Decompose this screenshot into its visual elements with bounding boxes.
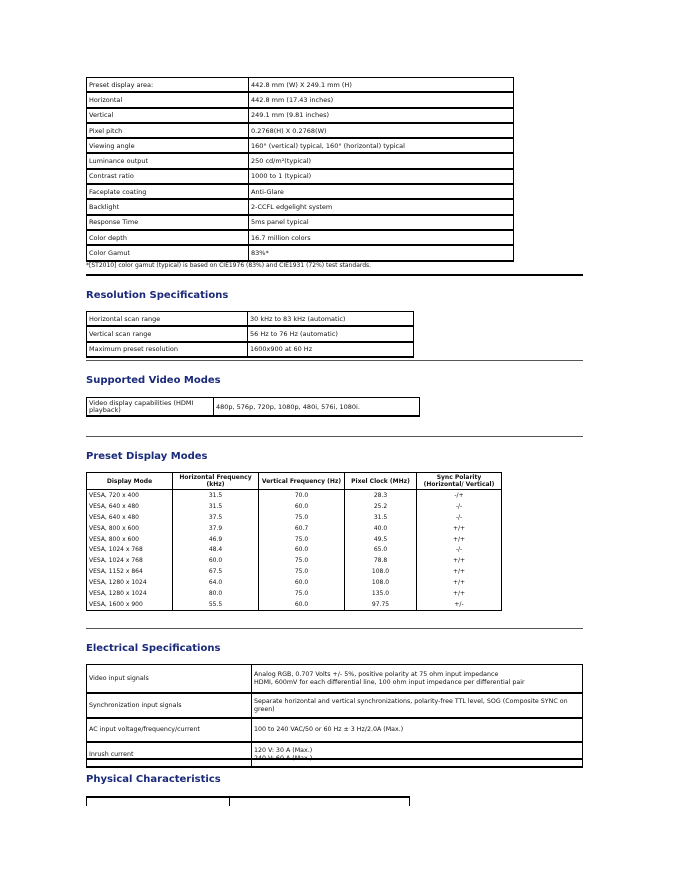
table-row bbox=[87, 523, 502, 534]
table-cell: -/- bbox=[417, 501, 502, 512]
table-cell: 40.0 bbox=[345, 523, 417, 534]
table-cell: 55.5 bbox=[173, 599, 259, 610]
table-cell: VESA, 1280 x 1024 bbox=[87, 588, 173, 599]
spec-value: 1600x900 at 60 Hz bbox=[248, 342, 414, 357]
spec-label: Color depth bbox=[87, 230, 249, 245]
spec-value bbox=[252, 718, 583, 742]
spec-value-line: 120 V: 30 A (Max.) bbox=[254, 746, 313, 754]
spec-label: Vertical scan range bbox=[87, 326, 248, 341]
table-row bbox=[87, 230, 514, 245]
spec-label: Faceplate coating bbox=[87, 184, 249, 199]
column-header: Sync Polarity (Horizontal/ Vertical) bbox=[417, 473, 502, 490]
table-cell: VESA, 1024 x 768 bbox=[87, 555, 173, 566]
table-cell: 31.5 bbox=[173, 501, 259, 512]
table-row bbox=[87, 342, 414, 357]
table-cell: +/- bbox=[417, 599, 502, 610]
table-cell: 48.4 bbox=[173, 544, 259, 555]
spec-label: Video input signals bbox=[87, 665, 252, 694]
section-divider bbox=[86, 274, 583, 276]
spec-label: Pixel pitch bbox=[87, 123, 249, 138]
table-cell: 60.0 bbox=[259, 599, 345, 610]
table-row bbox=[87, 742, 583, 767]
table-cell: 28.3 bbox=[345, 490, 417, 501]
section-divider bbox=[86, 360, 583, 361]
table-row bbox=[87, 501, 502, 512]
resolution-heading: Resolution Specifications bbox=[86, 290, 229, 301]
table-cell: 97.75 bbox=[345, 599, 417, 610]
table-cell: -/- bbox=[417, 544, 502, 555]
spec-label: Vertical bbox=[87, 108, 249, 123]
table-row bbox=[87, 326, 414, 341]
table-cell: VESA, 1152 x 864 bbox=[87, 566, 173, 577]
table-cell: +/+ bbox=[417, 566, 502, 577]
table-cell: VESA, 720 x 400 bbox=[87, 490, 173, 501]
spec-value bbox=[252, 693, 583, 718]
spec-value: 2-CCFL edgelight system bbox=[249, 199, 514, 214]
video-modes-table bbox=[86, 397, 420, 417]
table-row bbox=[87, 577, 502, 588]
table-cell: 78.8 bbox=[345, 555, 417, 566]
table-row bbox=[87, 78, 514, 93]
spec-value: Anti-Glare bbox=[249, 184, 514, 199]
table-row bbox=[87, 108, 514, 123]
spec-label: Color Gamut bbox=[87, 245, 249, 260]
physical-table-top bbox=[86, 796, 410, 806]
table-row bbox=[87, 490, 502, 501]
spec-label: Backlight bbox=[87, 199, 249, 214]
table-cell: 75.0 bbox=[259, 566, 345, 577]
column-header: Vertical Frequency (Hz) bbox=[259, 473, 345, 490]
table-row bbox=[87, 123, 514, 138]
physical-heading: Physical Characteristics bbox=[86, 774, 221, 785]
table-cell: VESA, 640 x 480 bbox=[87, 512, 173, 523]
spec-label: Synchronization input signals bbox=[87, 693, 252, 718]
spec-value: 249.1 mm (9.81 inches) bbox=[249, 108, 514, 123]
table-cell: -/- bbox=[417, 512, 502, 523]
table-header-row bbox=[87, 473, 502, 490]
table-cell: +/+ bbox=[417, 555, 502, 566]
table-cell: 70.0 bbox=[259, 490, 345, 501]
table-cell: +/+ bbox=[417, 588, 502, 599]
spec-value: 442.8 mm (W) X 249.1 mm (H) bbox=[249, 78, 514, 93]
table-row bbox=[87, 588, 502, 599]
table-cell: VESA, 800 x 600 bbox=[87, 523, 173, 534]
table-cell: -/+ bbox=[417, 490, 502, 501]
table-row bbox=[87, 92, 514, 107]
video-modes-heading: Supported Video Modes bbox=[86, 375, 221, 386]
section-divider bbox=[86, 628, 583, 629]
spec-value bbox=[252, 665, 583, 694]
table-row bbox=[87, 693, 583, 718]
table-row bbox=[87, 599, 502, 610]
table-cell: 60.0 bbox=[173, 555, 259, 566]
column-header: Pixel Clock (MHz) bbox=[345, 473, 417, 490]
spec-value: 5ms panel typical bbox=[249, 215, 514, 230]
table-row bbox=[87, 138, 514, 153]
spec-label: Viewing angle bbox=[87, 138, 249, 153]
electrical-table bbox=[86, 664, 583, 768]
table-cell: 60.0 bbox=[259, 501, 345, 512]
table-row bbox=[87, 544, 502, 555]
table-row bbox=[87, 718, 583, 742]
table-row bbox=[87, 153, 514, 168]
table-cell: 75.0 bbox=[259, 588, 345, 599]
spec-value-line: 240 V: 60 A (Max.) bbox=[254, 754, 313, 762]
display-specs-table bbox=[86, 77, 514, 262]
table-cell: +/+ bbox=[417, 577, 502, 588]
table-cell: 49.5 bbox=[345, 534, 417, 545]
spec-label: AC input voltage/frequency/current bbox=[87, 718, 252, 742]
table-cell: +/+ bbox=[417, 523, 502, 534]
resolution-table bbox=[86, 311, 414, 358]
spec-value bbox=[252, 742, 583, 767]
table-cell: VESA, 1024 x 768 bbox=[87, 544, 173, 555]
column-header: Display Mode bbox=[87, 473, 173, 490]
column-header: Horizontal Frequency (kHz) bbox=[173, 473, 259, 490]
table-cell: VESA, 1600 x 900 bbox=[87, 599, 173, 610]
spec-value: 160° (vertical) typical, 160° (horizontal) typical bbox=[249, 138, 514, 153]
spec-value: 56 Hz to 76 Hz (automatic) bbox=[248, 326, 414, 341]
spec-value: 1000 to 1 (typical) bbox=[249, 169, 514, 184]
spec-label: Contrast ratio bbox=[87, 169, 249, 184]
table-cell: 64.0 bbox=[173, 577, 259, 588]
table-cell: 60.7 bbox=[259, 523, 345, 534]
electrical-heading: Electrical Specifications bbox=[86, 643, 221, 654]
table-cell: VESA, 640 x 480 bbox=[87, 501, 173, 512]
table-row bbox=[87, 245, 514, 260]
spec-label: Inrush current bbox=[87, 742, 252, 767]
spec-value: 250 cd/m²(typical) bbox=[249, 153, 514, 168]
section-divider bbox=[86, 758, 583, 760]
table-cell: 80.0 bbox=[173, 588, 259, 599]
video-capabilities-value: 480p, 576p, 720p, 1080p, 480i, 576i, 1080i. bbox=[214, 398, 420, 417]
table-cell: 108.0 bbox=[345, 577, 417, 588]
spec-value-line: 100 to 240 VAC/50 or 60 Hz ± 3 Hz/2.0A (Max.) bbox=[254, 726, 404, 733]
spec-label: Response Time bbox=[87, 215, 249, 230]
table-row bbox=[87, 184, 514, 199]
table-row bbox=[87, 199, 514, 214]
table-row bbox=[87, 665, 583, 694]
table-cell: 46.9 bbox=[173, 534, 259, 545]
table-cell: 60.0 bbox=[259, 544, 345, 555]
preset-modes-heading: Preset Display Modes bbox=[86, 451, 208, 462]
spec-label: Horizontal bbox=[87, 92, 249, 107]
table-cell: 108.0 bbox=[345, 566, 417, 577]
table-cell: 25.2 bbox=[345, 501, 417, 512]
gamut-note: *[ST2010] color gamut (typical) is based on CIE1976 (83%) and CIE1931 (72%) test standards. bbox=[86, 262, 372, 269]
table-row bbox=[87, 566, 502, 577]
table-cell: 135.0 bbox=[345, 588, 417, 599]
spec-value-line: Analog RGB, 0.707 Volts +/- 5%, positive polarity at 75 ohm input impedance bbox=[254, 670, 499, 678]
spec-value-line: HDMI, 600mV for each differential line, 100 ohm input impedance per differential pair bbox=[254, 678, 525, 686]
table-row bbox=[87, 534, 502, 545]
table-cell: 37.5 bbox=[173, 512, 259, 523]
section-divider bbox=[86, 436, 583, 437]
table-cell: 75.0 bbox=[259, 555, 345, 566]
table-row bbox=[87, 215, 514, 230]
table-cell: 31.5 bbox=[173, 490, 259, 501]
table-row bbox=[87, 398, 420, 417]
table-cell: +/+ bbox=[417, 534, 502, 545]
spec-label: Maximum preset resolution bbox=[87, 342, 248, 357]
spec-label: Preset display area: bbox=[87, 78, 249, 93]
table-cell: 37.9 bbox=[173, 523, 259, 534]
spec-label: Luminance output bbox=[87, 153, 249, 168]
preset-modes-table bbox=[86, 472, 502, 611]
table-row bbox=[87, 512, 502, 523]
table-cell: 75.0 bbox=[259, 512, 345, 523]
table-cell: 67.5 bbox=[173, 566, 259, 577]
table-cell: VESA, 800 x 600 bbox=[87, 534, 173, 545]
spec-value: 0.2768(H) X 0.2768(W) bbox=[249, 123, 514, 138]
table-cell: 31.5 bbox=[345, 512, 417, 523]
physical-table-divider bbox=[229, 798, 230, 806]
table-row bbox=[87, 555, 502, 566]
spec-value-line: Separate horizontal and vertical synchronizations, polarity-free TTL level, SOG (Composite SYNC on green) bbox=[254, 697, 568, 713]
video-capabilities-label: Video display capabilities (HDMI playback) bbox=[87, 398, 214, 417]
spec-value: 83%* bbox=[249, 245, 514, 260]
table-row bbox=[87, 312, 414, 327]
spec-value: 16.7 million colors bbox=[249, 230, 514, 245]
table-cell: VESA, 1280 x 1024 bbox=[87, 577, 173, 588]
table-cell: 75.0 bbox=[259, 534, 345, 545]
spec-value: 30 kHz to 83 kHz (automatic) bbox=[248, 312, 414, 327]
table-cell: 65.0 bbox=[345, 544, 417, 555]
table-cell: 60.0 bbox=[259, 577, 345, 588]
table-row bbox=[87, 169, 514, 184]
spec-value: 442.8 mm (17.43 inches) bbox=[249, 92, 514, 107]
spec-label: Horizontal scan range bbox=[87, 312, 248, 327]
